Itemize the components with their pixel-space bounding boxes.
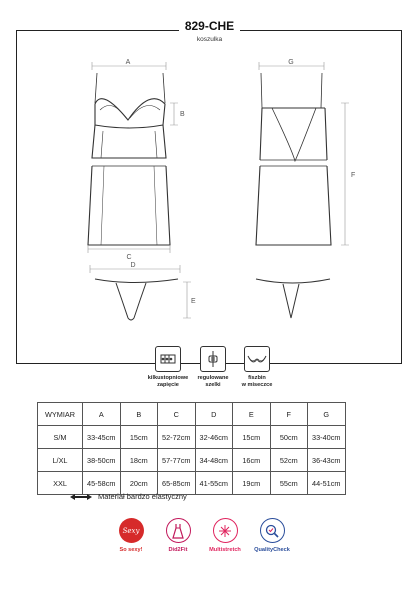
table-cell: 65-85cm [158,472,196,495]
table-header-cell: G [308,403,346,426]
sexy-logo-text: Sexy [122,526,140,535]
table-header-cell: E [233,403,271,426]
dress-icon [166,518,191,543]
table-cell: 32-46cm [195,426,233,449]
table-cell: 19cm [233,472,271,495]
underwire-cup-icon [244,346,270,372]
dim-e-label: E [191,298,196,305]
table-header-row [38,403,346,426]
table-cell: 57-77cm [158,449,196,472]
table-cell: 50cm [270,426,308,449]
feature-label-line2: zapięcie [157,381,179,388]
badge-label: QualityCheck [254,547,290,553]
back-thong [256,279,330,318]
badge-label: Did2Fit [168,547,188,553]
elastic-note-text: Materiał bardzo elastyczny [98,492,187,501]
table-cell: 55cm [270,472,308,495]
badge-qualitycheck [242,518,302,553]
table-header-cell: WYMIAR [38,403,83,426]
stretch-icon [213,518,238,543]
back-view [256,73,331,245]
table-cell: 52-72cm [158,426,196,449]
size-table [37,402,346,495]
product-type: koszulka [196,36,223,43]
front-thong [95,279,178,320]
elastic-note [70,492,187,501]
table-row [38,449,346,472]
feature-label-line1: kilkustopniowe [147,375,189,381]
double-arrow-icon [70,494,92,500]
table-header-cell: F [270,403,308,426]
table-header-cell: D [195,403,233,426]
feature-label-line1: fiszbin [248,375,266,381]
table-cell: 38-50cm [83,449,121,472]
table-cell: S/M [38,426,83,449]
table-cell: 16cm [233,449,271,472]
table-cell: 45-58cm [83,472,121,495]
badge-label: So sexy! [119,547,143,553]
table-header-cell: A [83,403,121,426]
table-row [38,426,346,449]
feature-underwire [222,346,292,388]
table-cell: 15cm [233,426,271,449]
dim-c-label: C [126,254,132,261]
feature-label-line2: w miseczce [241,381,273,388]
dim-b-label: B [180,111,185,118]
table-cell: 34-48cm [195,449,233,472]
dim-f-label: F [351,172,356,179]
table-cell: 52cm [270,449,308,472]
dim-a-label: A [125,59,131,66]
dim-d-label: D [130,262,136,269]
feature-label-line2: szelki [205,381,221,388]
badge-label: Multistretch [209,547,241,553]
table-header-cell: B [120,403,158,426]
sexy-logo-icon [119,518,144,543]
table-cell: 15cm [120,426,158,449]
table-cell: 36-43cm [308,449,346,472]
table-cell: L/XL [38,449,83,472]
table-cell: 33-40cm [308,426,346,449]
product-code-text: 829-CHE [179,19,240,33]
table-cell: 20cm [120,472,158,495]
table-header-cell: C [158,403,196,426]
table-cell: 44-51cm [308,472,346,495]
dim-g-label: G [288,59,294,66]
table-cell: 18cm [120,449,158,472]
table-cell: 41-55cm [195,472,233,495]
feature-label-line1: regulowane [197,375,229,381]
table-cell: XXL [38,472,83,495]
table-cell: 33-45cm [83,426,121,449]
front-view [88,73,170,245]
magnifier-check-icon [260,518,285,543]
